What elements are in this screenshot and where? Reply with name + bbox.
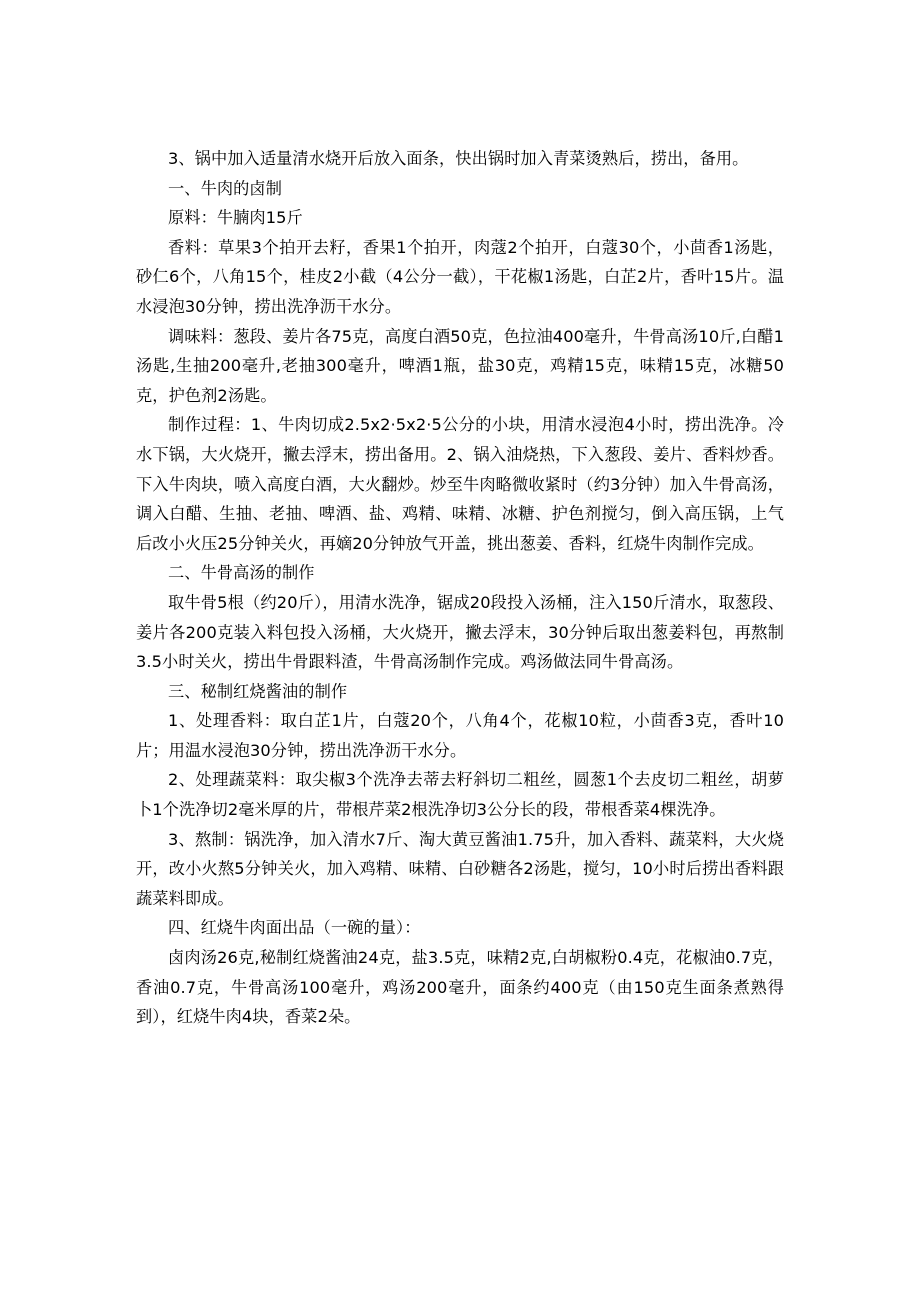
- simmer-sauce: 3、熬制：锅洗净，加入清水7斤、淘大黄豆酱油1.75升，加入香料、蔬菜料，大火烧开，改小火熬5分钟关火，加入鸡精、味精、白砂糖各2汤匙，搅匀，10小时后捞出香料跟蔬菜料即成。: [136, 829, 784, 908]
- step-3-noodles: 3、锅中加入适量清水烧开后放入面条，快出锅时加入青菜烫熟后，捞出，备用。: [168, 149, 749, 168]
- process-spices: 1、处理香料：取白芷1片，白蔻20个，八角4个，花椒10粒，小茴香3克，香叶10片；用温水浸泡30分钟，捞出洗净沥干水分。: [136, 711, 784, 760]
- raw-material: 原料：牛腩肉15斤: [168, 208, 303, 228]
- bone-broth-method: 取牛骨5根（约20斤），用清水洗净，锯成20段投入汤桶，注入150斤清水，取葱段、姜片各200克装入料包投入汤桶，大火烧开，撇去浮末，30分钟后取出葱姜料包，再熬制3.5小时关火，捞出牛骨跟料渣，牛骨高汤制作完成。鸡汤做法同牛骨高汤。: [136, 592, 784, 672]
- section-4-heading: 四、红烧牛肉面出品（一碗的量）：: [168, 918, 421, 938]
- serving-recipe: 卤肉汤26克,秘制红烧酱油24克，盐3.5克，味精2克,白胡椒粉0.4克，花椒油0.7克，香油0.7克，牛骨高汤100毫升，鸡汤200毫升，面条约400克（由150克生面条煮熟得到），红烧牛肉4块，香菜2朵。: [136, 948, 784, 1027]
- section-3-heading: 三、秘制红烧酱油的制作: [168, 681, 348, 701]
- spices: 香料：草果3个拍开去籽，香果1个拍开，肉蔻2个拍开，白蔻30个，小茴香1汤匙，砂仁6个，八角15个，桂皮2小截（4公分一截），干花椒1汤匙，白芷2片，香叶15片。温水浸泡30分钟，捞出洗净沥干水分。: [136, 237, 784, 316]
- section-1-heading: 一、牛肉的卤制: [168, 178, 283, 198]
- process-vegetables: 2、处理蔬菜料：取尖椒3个洗净去蒂去籽斜切二粗丝，圆葱1个去皮切二粗丝，胡萝卜1个洗净切2毫米厚的片，带根芹菜2根洗净切3公分长的段，带根香菜4棵洗净。: [136, 770, 784, 820]
- section-2-heading: 二、牛骨高汤的制作: [168, 563, 315, 583]
- cooking-process: 制作过程：1、牛肉切成2.5x2·5x2·5公分的小块，用清水浸泡4小时，捞出洗净。冷水下锅，大火烧开，撇去浮末，捞出备用。2、锅入油烧热，下入葱段、姜片、香料炒香。下入牛肉块，喷入高度白酒，大火翻炒。炒至牛肉略微收紧时（约3分钟）加入牛骨高汤，调入白醋、生抽、老抽、啤酒、盐、鸡精、味精、冰糖、护色剂搅匀，倒入高压锅，上气后改小火压25分钟关火，再嫡20分钟放气开盖，挑出葱姜、香料，红烧牛肉制作完成。: [136, 415, 784, 553]
- seasonings: 调味料：葱段、姜片各75克，高度白酒50克，色拉油400毫升，牛骨高汤10斤,白醋1汤匙,生抽200毫升,老抽300毫升，啤酒1瓶，盐30克，鸡精15克，味精15克，冰糖50克，护色剂2汤匙。: [136, 326, 784, 405]
- document-body: [136, 144, 784, 1032]
